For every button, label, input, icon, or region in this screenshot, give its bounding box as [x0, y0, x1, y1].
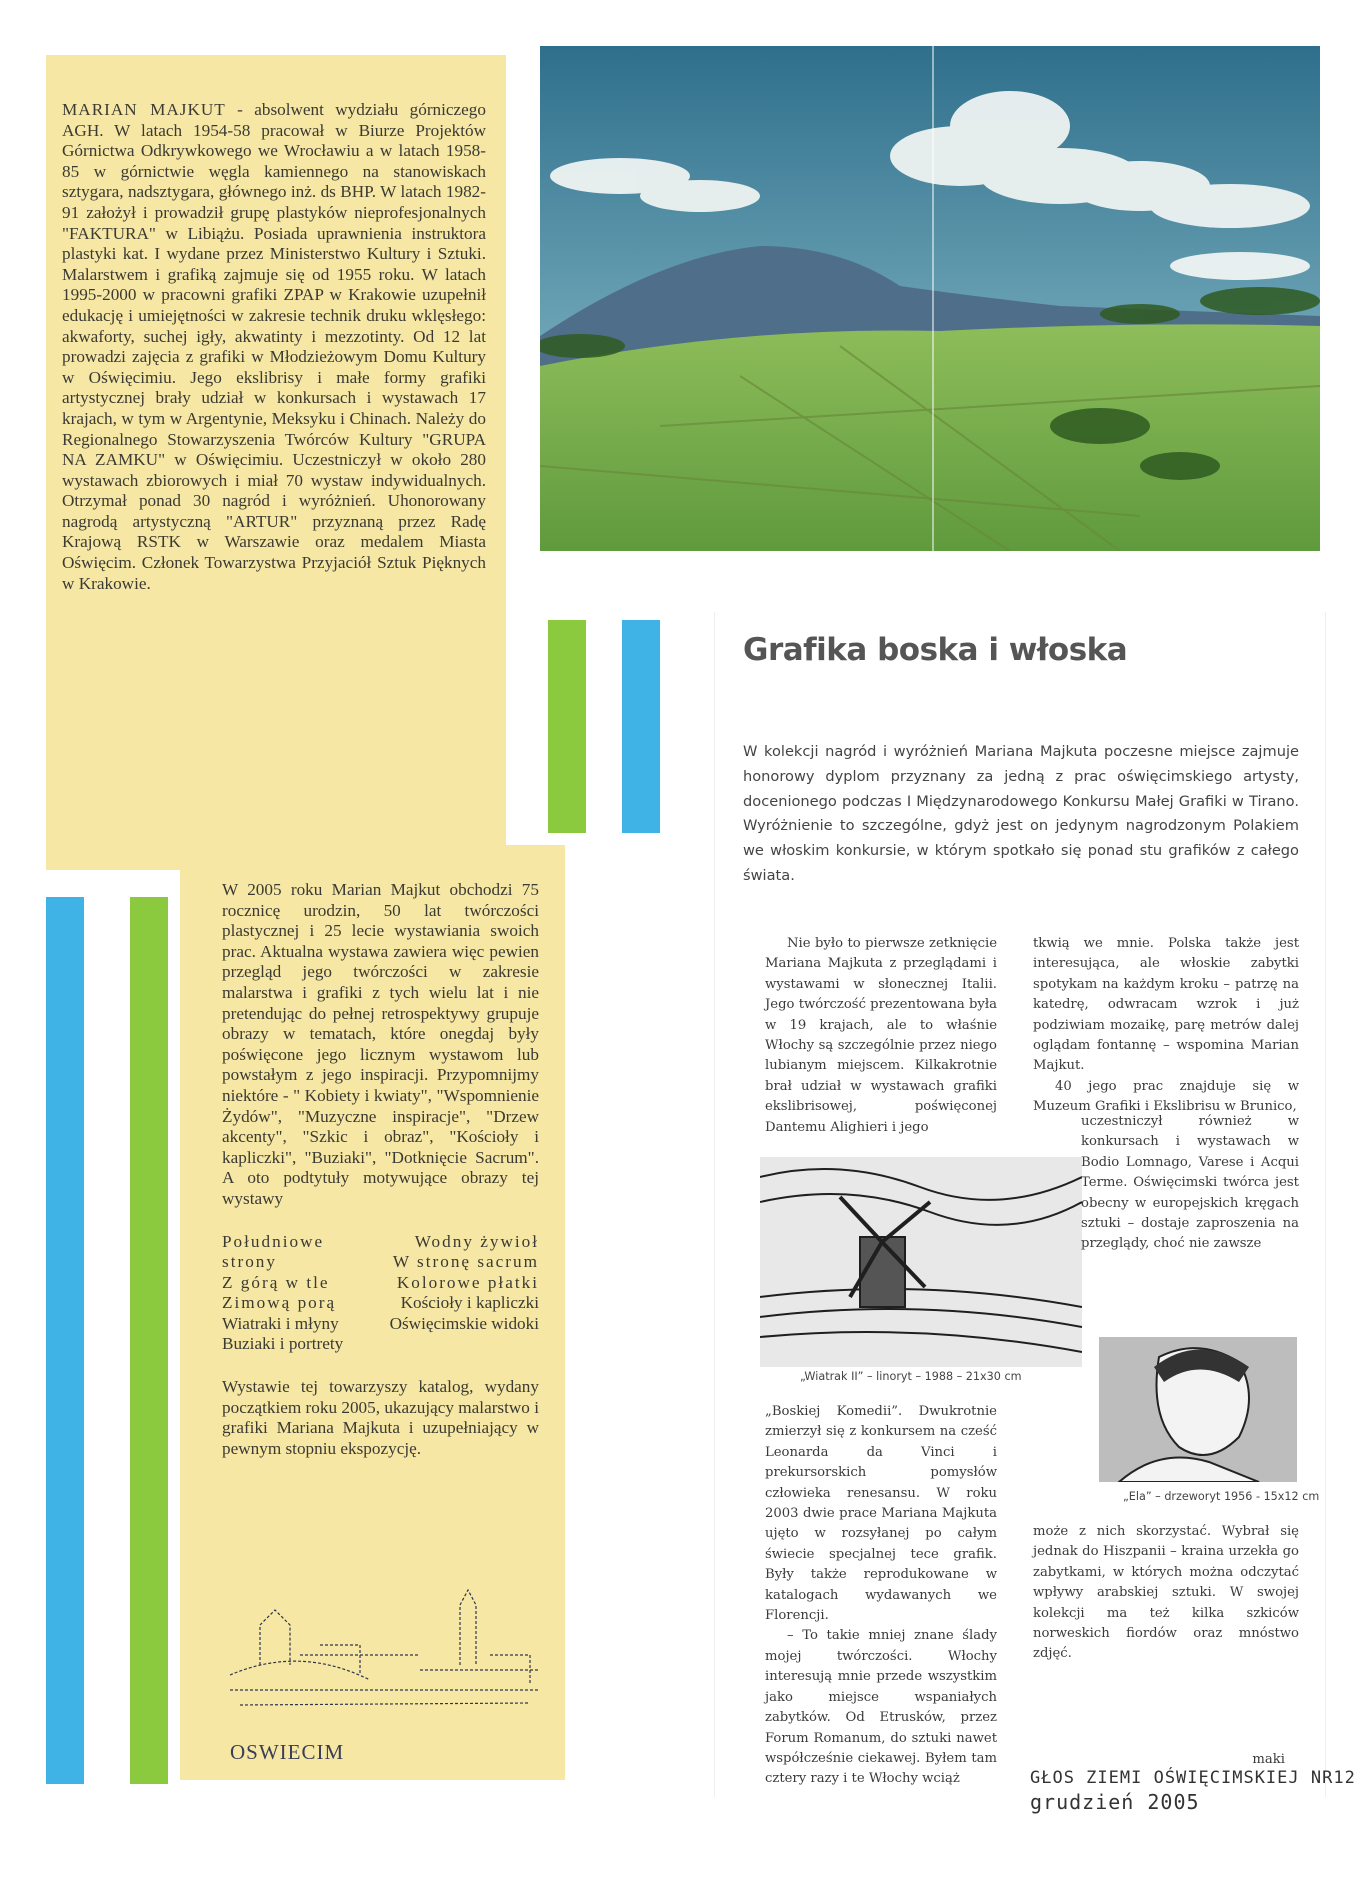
bio-text: MARIAN MAJKUT - absolwent wydziału górniczego AGH. W latach 1954-58 pracował w Biurze Projektów Górnictwa Odkrywkowego we Wrocławiu a w latach 1958-85 w górnictwie węgla kamiennego na stanowiskach sztygara, nadsztygara, głównego inż. ds BHP. W latach 1982-91 założył i prowadził grupę plastyków nieprofesjonalnych "FAKTURA" w Libiążu. Posiada uprawnienia instruktora plastyki kat. I wydane przez Ministerstwo Kultury i Sztuki. Malarstwem i grafiką zajmuje się od 1955 roku. W latach 1995-2000 w pracowni grafiki ZPAP w Krakowie uzupełnił edukację i umiejętności w zakresie technik druku wklęsłego: akwaforty, suchej igły, akwatinty i mezzotinty. Od 12 lat prowadzi zajęcia z grafiki w Młodzieżowym Domu Kultury w Oświęcimiu. Jego ekslibrisy i małe formy grafiki artystycznej brały udział w konkursach i wystawach 17 krajach, w tym w Argentynie, Meksyku i Chinach. Należy do Regionalnego Stowarzyszenia Twórców Kultury "GRUPA NA ZAMKU" w Oświęcimiu. Uczestniczył w około 280 wystawach zbiorowych i miał 70 wystaw indywidualnych. Otrzymał ponad 30 nagród i wyróżnień. Uhonorowany nagrodą artystyczną "ARTUR" przyznaną przez Radę Krajową RSTK w Warszawie oraz medalem Miasta Oświęcim. Członek Towarzystwa Przyjaciół Sztuk Pięknych w Krakowie. [62, 100, 486, 593]
windmill-linocut [760, 1157, 1082, 1367]
green-bar-left [130, 897, 168, 1784]
handwritten-source: GŁOS ZIEMI OŚWIĘCIMSKIEJ NR12 [1030, 1768, 1356, 1788]
subtitle-item: Zimową porą [222, 1293, 337, 1313]
blue-bar-left [46, 897, 84, 1784]
article-column-1-top: Nie było to pierwsze zetknięcie Mariana Majkuta z przeglądami i wystawami w słonecznej Italii. Jego twórczość prezentowana była w 19 krajach, ale to właśnie Włochy są szczególnie przez niego lubianym miejscem. Kilkakrotnie brał udział w wystawach grafiki ekslibrisowej, poświęconej Dantemu Alighieri i jego [765, 936, 997, 1135]
subtitle-item: Oświęcimskie widoki [389, 1313, 539, 1333]
drawing-label: OSWIECIM [230, 1740, 345, 1764]
subtitle-item: Z górą w tle [222, 1272, 330, 1292]
subtitle-item: Buziaki i portrety [222, 1334, 344, 1354]
article-column-2-bottom: może z nich skorzystać. Wybrał się jednak do Hiszpanii – kraina urzekła go zabytkami, w których można odczytać wpływy arabskiej sztuki. W swojej kolekcji ma też kilka szkiców norweskich fiordów oraz mnóstwo zdjęć. [1033, 1524, 1299, 1662]
article-clipping [714, 612, 1326, 1797]
subtitle-item: Kościoły i kapliczki [400, 1293, 539, 1313]
bio-name: MARIAN MAJKUT [62, 100, 226, 119]
article-column-2-top: tkwią we mnie. Polska także jest interesująca, ale włoskie zabytki spotykam na każdym kroku – patrzę na katedrę, odwracam wzrok i już podziwiam mozaikę, parę metrów dalej oglądam fontannę – wspomina Marian Majkut. 40 jego prac znajduje się w Muzeum Grafiki i Ekslibrisu w Brunico, [1033, 936, 1299, 1115]
article-column-2-narrow: uczestniczył również w konkursach i wystawach w Bodio Lomnago, Varese i Acqui Terme. Oświęcimski twórca jest obecny w europejskich kręgach sztuki – dostaje zaproszenia na przeglądy, choć nie zawsze [1081, 1114, 1299, 1252]
subtitles-list [222, 1232, 539, 1356]
exhibition-intro: W 2005 roku Marian Majkut obchodzi 75 rocznicę urodzin, 50 lat twórczości plastycznej i 25 lecie wystawiania swoich prac. Aktualna wystawa zawiera więc pewien przegląd jego twórczości w zakresie malarstwa i grafiki z tych wielu lat i nie pretendując do pełnej retrospektywy grupuje obrazy w tematach, które onegdaj były poświęcone jego licznym wystawom lub powstałym z jego inspiracji. Przypomnijmy niektóre - " Kobiety i kwiaty", "Wspomnienie Żydów", "Muzyczne inspiracje", "Drzew akcenty", "Szkic i obraz", "Kościoły i kapliczki", "Buziaki", "Dotknięcie Sacrum". A oto podtytuły motywujące obrazy tej wystawy [222, 880, 539, 1208]
subtitle-item: Południowe strony [222, 1231, 325, 1272]
subtitle-item: Wodny żywioł [414, 1231, 539, 1251]
exhibition-clipping [180, 845, 565, 1780]
subtitle-item: Kolorowe płatki [396, 1272, 539, 1292]
ela-caption: „Ela” – drzeworyt 1956 - 15x12 cm [1123, 1490, 1320, 1503]
handwritten-date: grudzień 2005 [1030, 1790, 1200, 1814]
bio-clipping [46, 55, 506, 870]
article-lead: W kolekcji nagród i wyróżnień Mariana Majkuta poczesne miejsce zajmuje honorowy dyplom przyznany za jedną z prac oświęcimskiego artysty, docenionego podczas I Międzynarodowego Konkursu Małej Grafiki w Tirano. Wyróżnienie to szczególne, gdyż jest on jedynym nagrodzonym Polakiem we włoskim konkursie, w którym spotkało się ponad stu grafików z całego świata. [743, 743, 1299, 884]
town-drawing [220, 1585, 550, 1765]
author-signature: maki [1252, 1752, 1285, 1767]
windmill-caption: „Wiatrak II” – linoryt – 1988 – 21x30 cm [800, 1370, 1022, 1383]
landscape-painting [540, 46, 1320, 551]
article-title: Grafika boska i włoska [743, 632, 1128, 668]
catalog-text: Wystawie tej towarzyszy katalog, wydany początkiem roku 2005, ukazujący malarstwo i grafiki Mariana Majkuta i uzupełniający w pewnym stopniu ekspozycję. [222, 1377, 539, 1458]
subtitle-item: Wiatraki i młyny [222, 1313, 339, 1333]
article-column-1-bottom: „Boskiej Komedii”. Dwukrotnie zmierzył się z konkursem na cześć Leonarda da Vinci i prekursorskich pomysłów człowieka renesansu. W roku 2003 dwie prace Mariana Majkuta ujęto w rozsyłanej po całym świecie specjalnej tece grafik. Były także reprodukowane w katalogach wydawanych we Florencji. – To takie mniej znane ślady mojej twórczości. Włochy interesują mnie przede wszystkim jako miejsce wspaniałych zabytków. Od Etrusków, przez Forum Romanum, do sztuki nawet współcześnie ciekawej. Byłem tam cztery razy i te Włochy wciąż [765, 1404, 997, 1787]
green-bar-top [548, 620, 586, 833]
blue-bar-top [622, 620, 660, 833]
subtitle-item: W stronę sacrum [392, 1252, 539, 1272]
ela-woodcut [1099, 1337, 1297, 1482]
